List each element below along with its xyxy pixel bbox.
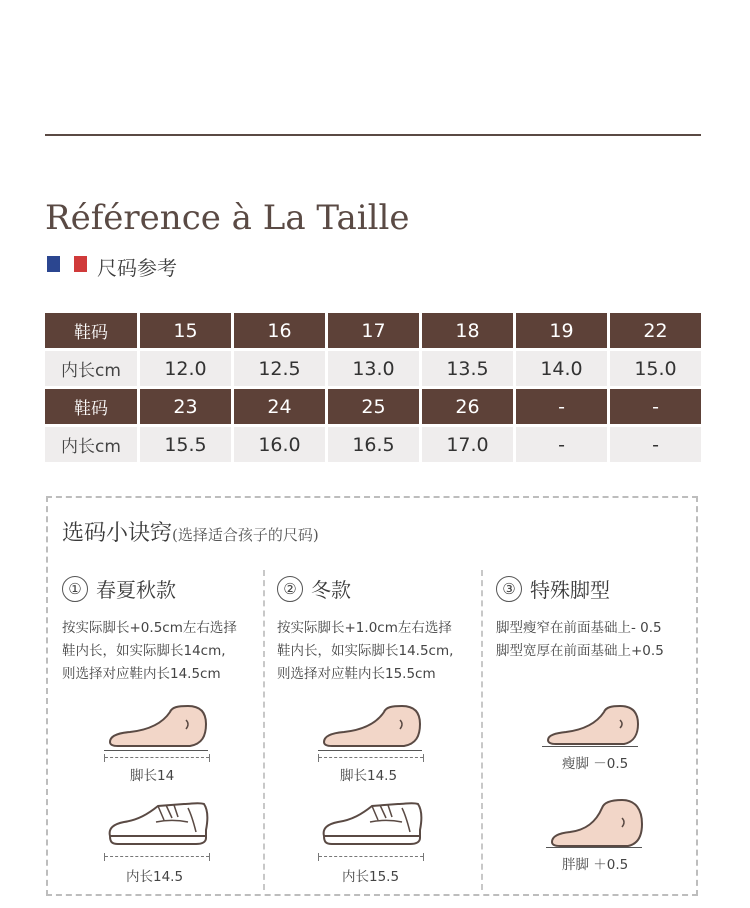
thin-foot-caption: 瘦脚 －0.5 xyxy=(562,756,629,772)
tip-column-summer xyxy=(62,574,237,686)
baseline xyxy=(542,746,638,747)
shoe-size-cell: - xyxy=(516,389,607,424)
shoe-size-cell: 26 xyxy=(422,389,513,424)
inner-length-cell: 14.0 xyxy=(516,351,607,386)
inner-length-cell: 15.5 xyxy=(140,427,231,462)
shoe-size-cell: 15 xyxy=(140,313,231,348)
tip-column-special xyxy=(496,574,664,663)
shoe-size-cell: 16 xyxy=(234,313,325,348)
baseline xyxy=(104,750,208,751)
baseline xyxy=(318,750,422,751)
row-label: 鞋码 xyxy=(45,313,137,348)
shoe-size-cell: 25 xyxy=(328,389,419,424)
inner-length-cell: 16.0 xyxy=(234,427,325,462)
wide-foot-caption: 胖脚 ＋0.5 xyxy=(562,857,629,873)
page-subtitle: 尺码参考 xyxy=(97,256,177,280)
size-header-row xyxy=(45,313,701,348)
inner-length-cell: 16.5 xyxy=(328,427,419,462)
tip-column-winter xyxy=(277,574,453,686)
inner-length-cell: 12.5 xyxy=(234,351,325,386)
inner-length-cell: 12.0 xyxy=(140,351,231,386)
french-flag-icon xyxy=(47,256,87,272)
inner-length-cell: - xyxy=(516,427,607,462)
shoe-size-cell: 17 xyxy=(328,313,419,348)
tip-title: 冬款 xyxy=(311,578,351,602)
size-length-row xyxy=(45,427,701,462)
row-label: 鞋码 xyxy=(45,389,137,424)
tip-title: 特殊脚型 xyxy=(530,578,610,602)
baseline xyxy=(546,847,642,848)
inner-length-cell: - xyxy=(610,427,701,462)
length-marker xyxy=(318,853,424,861)
shoe-icon xyxy=(318,798,428,848)
number-badge: ② xyxy=(277,576,303,602)
top-divider xyxy=(45,134,701,136)
tip-description: 脚型瘦窄在前面基础上- 0.5 脚型宽厚在前面基础上+0.5 xyxy=(496,620,664,659)
shoe-size-cell: 18 xyxy=(422,313,513,348)
size-header-row xyxy=(45,389,701,424)
column-divider xyxy=(263,570,265,890)
number-badge: ③ xyxy=(496,576,522,602)
foot-length-caption: 脚长14 xyxy=(130,768,175,784)
shoe-size-cell: 22 xyxy=(610,313,701,348)
inner-length-cell: 13.5 xyxy=(422,351,513,386)
foot-length-caption: 脚长14.5 xyxy=(340,768,398,784)
length-marker xyxy=(318,754,424,762)
foot-icon xyxy=(546,798,646,852)
number-badge: ① xyxy=(62,576,88,602)
tip-title: 春夏秋款 xyxy=(96,578,176,602)
inner-length-cell: 13.0 xyxy=(328,351,419,386)
foot-icon xyxy=(104,702,214,752)
inner-length-cell: 17.0 xyxy=(422,427,513,462)
shoe-icon xyxy=(104,798,214,848)
foot-icon xyxy=(318,702,428,752)
length-marker xyxy=(104,754,210,762)
shoe-length-caption: 内长14.5 xyxy=(126,869,184,885)
page-title: Référence à La Taille xyxy=(45,198,410,238)
tips-title: 选码小诀窍(选择适合孩子的尺码) xyxy=(62,521,319,546)
size-tips-panel xyxy=(46,496,698,896)
foot-icon xyxy=(542,702,642,748)
shoe-size-cell: 19 xyxy=(516,313,607,348)
shoe-size-cell: 24 xyxy=(234,389,325,424)
row-label: 内长cm xyxy=(45,351,137,386)
size-table xyxy=(42,310,704,465)
size-length-row xyxy=(45,351,701,386)
shoe-size-cell: 23 xyxy=(140,389,231,424)
column-divider xyxy=(481,570,483,890)
length-marker xyxy=(104,853,210,861)
inner-length-cell: 15.0 xyxy=(610,351,701,386)
tip-description: 按实际脚长+0.5cm左右选择 鞋内长，如实际脚长14cm, 则选择对应鞋内长14.5cm xyxy=(62,620,237,682)
row-label: 内长cm xyxy=(45,427,137,462)
shoe-size-cell: - xyxy=(610,389,701,424)
tip-description: 按实际脚长+1.0cm左右选择 鞋内长，如实际脚长14.5cm, 则选择对应鞋内长15.5cm xyxy=(277,620,454,682)
shoe-length-caption: 内长15.5 xyxy=(342,869,400,885)
